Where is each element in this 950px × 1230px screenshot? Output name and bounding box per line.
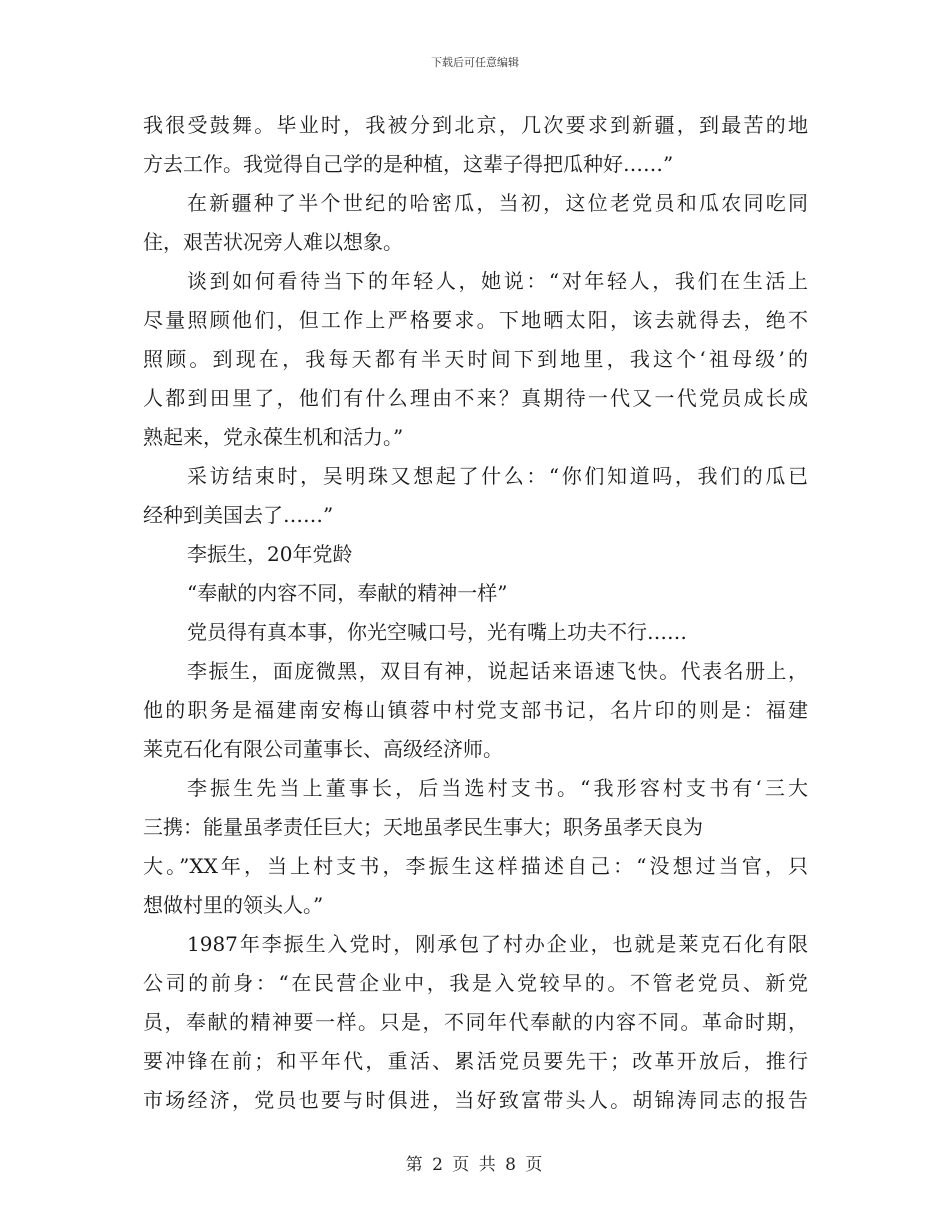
text-line: 市场经济，党员也要与时俱进，当好致富带头人。胡锦涛同志的报告 bbox=[143, 1088, 808, 1112]
text-line: 我很受鼓舞。毕业时，我被分到北京，几次要求到新疆，到最苦的地 bbox=[143, 113, 808, 137]
text-line: 李振生，面庞微黑，双目有神，说起话来语速飞快。代表名册上， bbox=[187, 659, 808, 683]
text-line: 熟起来，党永葆生机和活力。” bbox=[143, 425, 404, 449]
text-line: 经种到美国去了……” bbox=[143, 503, 334, 527]
text-line: 人都到田里了，他们有什么理由不来？真期待一代又一代党员成长成 bbox=[143, 386, 808, 410]
text-line: 要冲锋在前；和平年代，重活、累活党员要先干；改革开放后，推行 bbox=[143, 1049, 808, 1073]
text-line: 大。”XX年，当上村支书，李振生这样描述自己：“没想过当官，只 bbox=[143, 854, 808, 878]
text-line: 员，奉献的精神要一样。只是，不同年代奉献的内容不同。革命时期， bbox=[143, 1010, 808, 1034]
text-line: 住，艰苦状况旁人难以想象。 bbox=[143, 230, 403, 254]
text-line: 1987年李振生入党时，刚承包了村办企业，也就是莱克石化有限 bbox=[187, 932, 808, 956]
text-line: 他的职务是福建南安梅山镇蓉中村党支部书记，名片印的则是：福建 bbox=[143, 698, 808, 722]
text-line: 想做村里的领头人。” bbox=[143, 893, 324, 917]
text-line: 尽量照顾他们，但工作上严格要求。下地晒太阳，该去就得去，绝不 bbox=[143, 308, 808, 332]
page-number: 第 2 页 共 8 页 bbox=[405, 1155, 545, 1175]
text-line: 莱克石化有限公司董事长、高级经济师。 bbox=[143, 737, 503, 761]
text-line: 照顾。到现在，我每天都有半天时间下到地里，我这个‘祖母级’的 bbox=[143, 347, 808, 371]
text-line: 党员得有真本事，你光空喊口号，光有嘴上功夫不行…… bbox=[187, 620, 687, 644]
text-line: 三携：能量虽孝责任巨大；天地虽孝民生事大；职务虽孝天良为 bbox=[143, 815, 703, 839]
text-line: 方去工作。我觉得自己学的是种植，这辈子得把瓜种好……” bbox=[143, 152, 674, 176]
text-line: “奉献的内容不同，奉献的精神一样” bbox=[187, 581, 508, 605]
text-line: 采访结束时，吴明珠又想起了什么：“你们知道吗，我们的瓜已 bbox=[187, 464, 808, 488]
page-header: 下载后可任意编辑 bbox=[431, 56, 519, 69]
text-line: 在新疆种了半个世纪的哈密瓜，当初，这位老党员和瓜农同吃同 bbox=[187, 191, 808, 215]
text-line: 公司的前身：“在民营企业中，我是入党较早的。不管老党员、新党 bbox=[143, 971, 808, 995]
text-line: 李振生先当上董事长，后当选村支书。“我形容村支书有‘三大 bbox=[187, 776, 808, 800]
document-body bbox=[143, 106, 808, 1120]
text-line: 谈到如何看待当下的年轻人，她说：“对年轻人，我们在生活上 bbox=[187, 269, 808, 293]
text-line: 李振生，20年党龄 bbox=[187, 542, 353, 566]
